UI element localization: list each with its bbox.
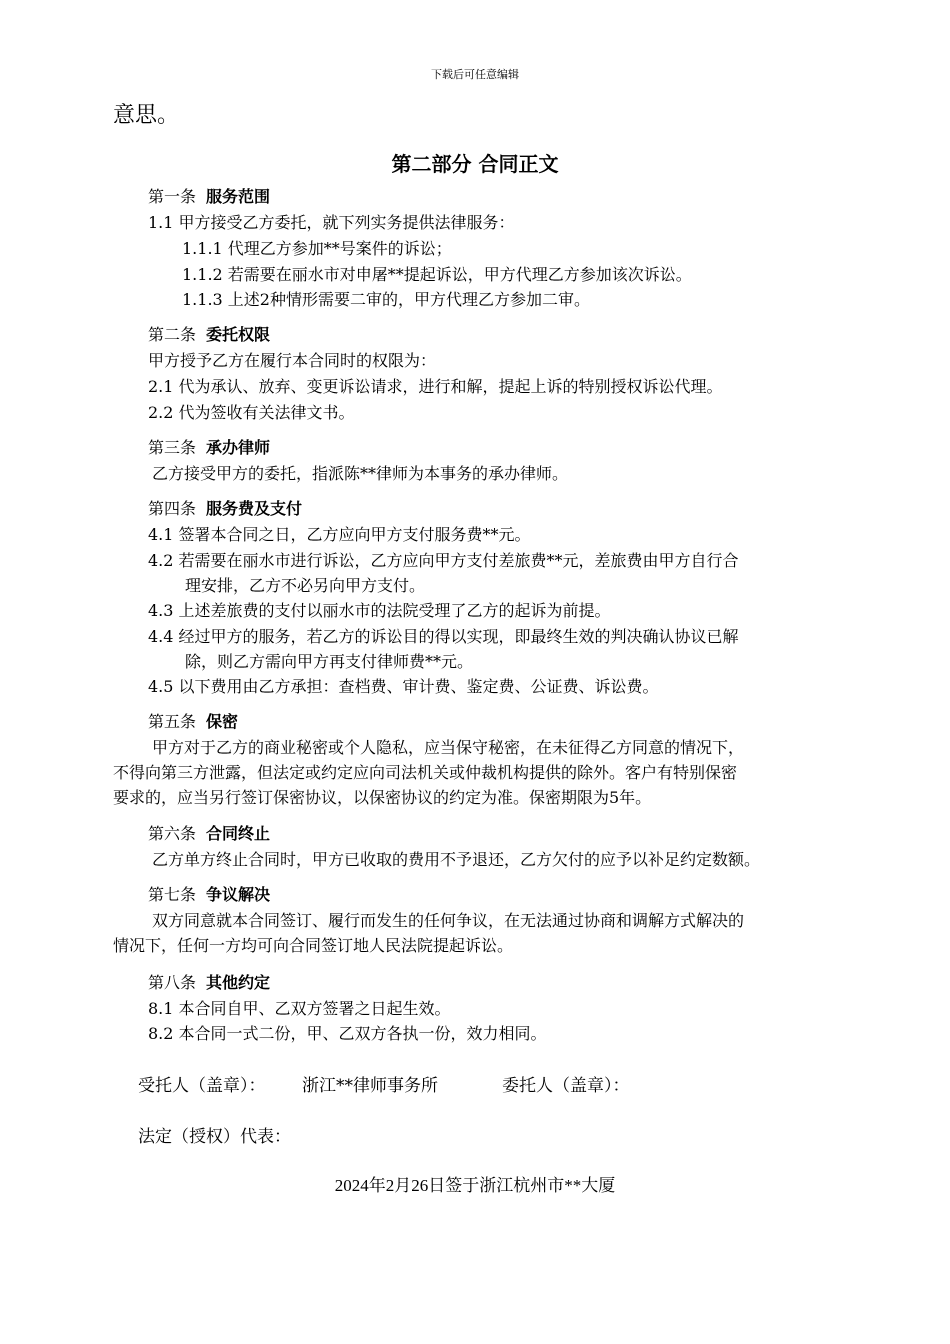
article-name: 服务费及支付	[206, 499, 303, 518]
clause-4-2-cont: 理安排，乙方不必另向甲方支付。	[185, 576, 426, 595]
article-5-heading	[148, 711, 238, 733]
clause-4-4: 4.4 经过甲方的服务，若乙方的诉讼目的得以实现，即最终生效的判决确认协议已解	[148, 627, 739, 646]
date-line: 2024年2月26日签于浙江杭州市**大厦	[334, 1176, 616, 1195]
article-3-heading	[148, 437, 270, 459]
article-label: 第二条	[148, 325, 197, 344]
header-note: 下载后可任意编辑	[431, 68, 519, 81]
clause-5-line-1: 甲方对于乙方的商业秘密或个人隐私，应当保守秘密，在未征得乙方同意的情况下，	[152, 738, 745, 757]
article-label: 第一条	[148, 187, 197, 206]
article-label: 第七条	[148, 885, 197, 904]
article-7-heading	[148, 884, 270, 906]
part-title: 第二部分 合同正文	[391, 152, 559, 176]
clause-4-1: 4.1 签署本合同之日，乙方应向甲方支付服务费**元。	[148, 525, 531, 544]
article-label: 第五条	[148, 712, 197, 731]
clause-1-1-3: 1.1.3 上述2种情形需要二审的，甲方代理乙方参加二审。	[182, 290, 590, 309]
article-4-heading	[148, 498, 302, 520]
trustee-value: 浙江**律师事务所	[302, 1076, 438, 1096]
clause-1-1-1: 1.1.1 代理乙方参加**号案件的诉讼；	[182, 239, 452, 258]
article-name: 委托权限	[206, 325, 271, 344]
clause-2-intro: 甲方授予乙方在履行本合同时的权限为：	[148, 351, 437, 370]
article-label: 第八条	[148, 973, 197, 992]
clause-4-5: 4.5 以下费用由乙方承担：查档费、审计费、鉴定费、公证费、诉讼费。	[148, 677, 659, 696]
article-6-heading	[148, 823, 270, 845]
article-name: 其他约定	[206, 973, 271, 992]
clause-3: 乙方接受甲方的委托，指派陈**律师为本事务的承办律师。	[152, 464, 569, 483]
clause-8-1: 8.1 本合同自甲、乙双方签署之日起生效。	[148, 999, 451, 1018]
article-1-heading	[148, 186, 270, 208]
article-name: 合同终止	[206, 824, 271, 843]
representative-label: 法定（授权）代表：	[138, 1127, 291, 1147]
clause-8-2: 8.2 本合同一式二份，甲、乙双方各执一份，效力相同。	[148, 1024, 547, 1043]
clause-2-2: 2.2 代为签收有关法律文书。	[148, 403, 355, 422]
article-name: 争议解决	[206, 885, 271, 904]
article-name: 承办律师	[206, 438, 271, 457]
trustee-label: 受托人（盖章）：	[138, 1076, 266, 1096]
article-8-heading	[148, 972, 270, 994]
clause-5-line-2: 不得向第三方泄露，但法定或约定应向司法机关或仲裁机构提供的除外。客户有特别保密	[113, 763, 738, 782]
clause-4-3: 4.3 上述差旅费的支付以丽水市的法院受理了乙方的起诉为前提。	[148, 601, 611, 620]
clause-4-4-cont: 除，则乙方需向甲方再支付律师费**元。	[185, 652, 474, 671]
article-label: 第三条	[148, 438, 197, 457]
article-label: 第四条	[148, 499, 197, 518]
clause-5-line-3: 要求的，应当另行签订保密协议，以保密协议的约定为准。保密期限为5年。	[113, 788, 652, 807]
continued-text: 意思。	[113, 103, 180, 128]
clause-1-1-2: 1.1.2 若需要在丽水市对申屠**提起诉讼，甲方代理乙方参加该次诉讼。	[182, 265, 692, 284]
article-name: 保密	[206, 712, 239, 731]
article-label: 第六条	[148, 824, 197, 843]
article-name: 服务范围	[206, 187, 271, 206]
clause-7-line-1: 双方同意就本合同签订、履行而发生的任何争议，在无法通过协商和调解方式解决的	[152, 911, 745, 930]
client-label: 委托人（盖章）：	[502, 1076, 630, 1096]
clause-7-line-2: 情况下，任何一方均可向合同签订地人民法院提起诉讼。	[113, 936, 514, 955]
clause-6: 乙方单方终止合同时，甲方已收取的费用不予退还，乙方欠付的应予以补足约定数额。	[152, 850, 761, 869]
article-2-heading	[148, 324, 270, 346]
clause-2-1: 2.1 代为承认、放弃、变更诉讼请求，进行和解，提起上诉的特别授权诉讼代理。	[148, 377, 723, 396]
clause-1-1: 1.1 甲方接受乙方委托，就下列实务提供法律服务：	[148, 213, 515, 232]
clause-4-2: 4.2 若需要在丽水市进行诉讼，乙方应向甲方支付差旅费**元，差旅费由甲方自行合	[148, 551, 739, 570]
